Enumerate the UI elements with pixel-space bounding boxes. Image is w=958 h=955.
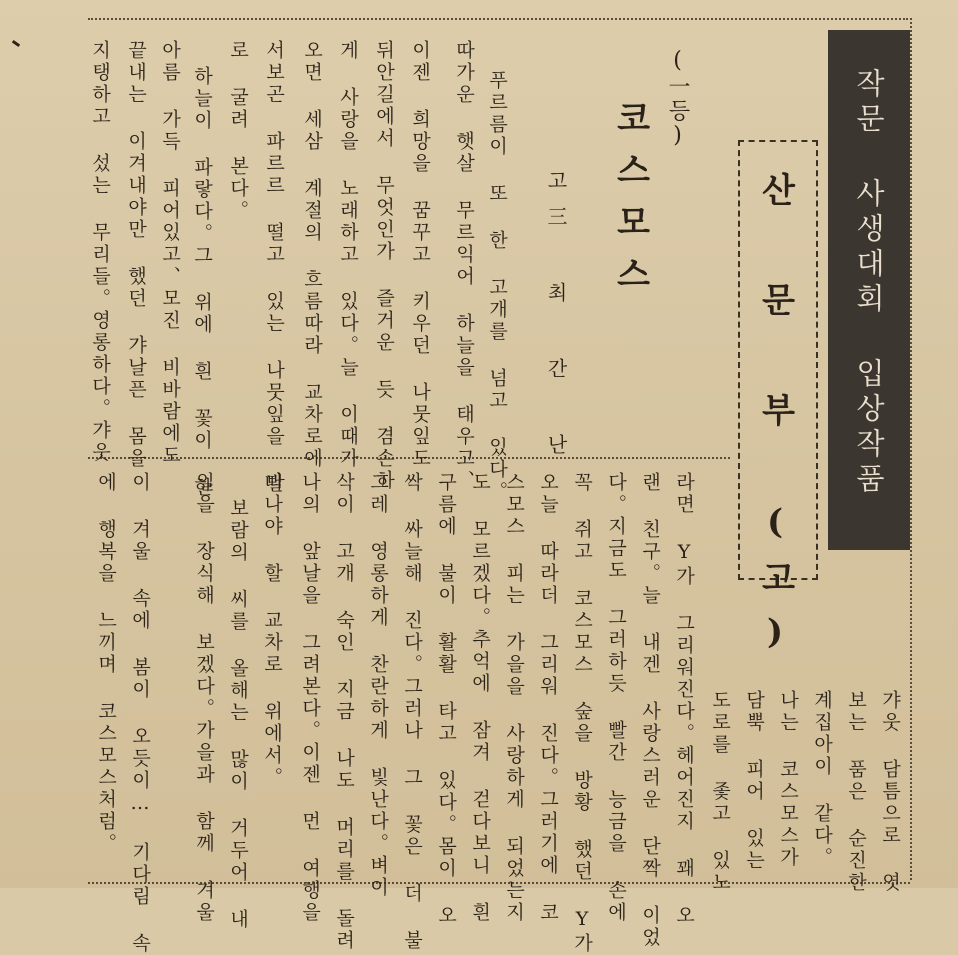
body-column: 게 사랑을 노래하고 있다。늘 이때가: [337, 40, 359, 470]
prose-section-box: [738, 140, 818, 670]
body-column: 꼭 쥐고 코스모스 숲을 방황 했던 Y가: [571, 472, 593, 955]
body-column: 그레 영롱하게 찬란하게 빛난다。벼이: [367, 472, 389, 899]
body-column: 다。지금도 그러하듯 빨간 능금을 손에: [605, 472, 627, 924]
body-column: 랜 친구。늘 내겐 사랑스러운 단짝 이었: [639, 472, 661, 949]
body-column: 보람의 씨를 올해는 많이 거두어 내: [227, 498, 249, 931]
award-rank: (一등): [665, 48, 690, 150]
body-column: 푸르름이 또 한 고개를 넘고 있다。: [486, 70, 508, 503]
body-column: 삭이 고개 숙인 지금 나도 머리를 돌려: [333, 472, 355, 952]
body-column: 일을 장식해 보겠다。가을과 함께 겨울: [193, 472, 215, 924]
body-column: 오면 세삼 계절의 흐름따라 교차로에: [301, 40, 323, 470]
body-column: 아름 가득 피어있고、모진 비바람에도: [159, 40, 181, 467]
right-border: [910, 18, 912, 880]
body-column: 나의 앞날을 그려본다。이젠 먼 여행을: [299, 472, 321, 924]
essay-title: 코스모스: [610, 100, 650, 308]
body-column: 오늘 따라더 그리워 진다。그러기에 코: [537, 472, 559, 924]
essay-author: 고三 최 간 난: [544, 170, 568, 470]
body-column: 끝내는 이겨내야만 했던 갸날픈 몸을: [125, 40, 147, 470]
body-column: 지탱하고 섰는 무리들。영롱하다。갸웃: [89, 40, 111, 464]
body-column: 구름에 불이 활활 타고 있다。몸이 오: [435, 472, 457, 927]
body-column: 담뿍 피어 있는: [743, 690, 765, 872]
banner-title: 작문 사생대회 입상작품: [852, 68, 886, 498]
body-column: 하늘이 파랗다。그 위에 흰 꽃이 한: [191, 66, 213, 499]
body-column: 도로를 좇고 있노: [709, 690, 731, 894]
body-column: 스모스 피는 가을을 사랑하게 되었는지: [503, 472, 525, 924]
body-column: 갸웃 담틈으로 엿: [879, 690, 901, 894]
body-column: 서보곤 파르르 떨고 있는 나뭇잎을 발: [263, 40, 285, 495]
body-column: 떠나야 할 교차로 위에서。: [261, 472, 283, 789]
body-column: 보는 품은 순진한: [845, 690, 867, 894]
ink-mark: [12, 40, 20, 47]
body-column: 따가운 햇살 무르익어 하늘을 태우고、: [453, 40, 475, 492]
top-border: [88, 18, 908, 20]
contest-banner: [828, 30, 910, 550]
body-column: 이젠 희망을 꿈꾸고 키우던 나뭇잎도: [409, 40, 431, 470]
section-label: 산 문 부 (고): [755, 172, 795, 670]
body-column: 나는 코스모스가: [777, 690, 799, 869]
body-column: 계집아이 같다。: [811, 690, 833, 869]
body-column: 에 행복을 느끼며 코스모스처럼。: [95, 472, 117, 855]
body-column: 라면 Y가 그리워진다。헤어진지 꽤 오: [673, 472, 695, 927]
body-column: 도 모르겠다。추억에 잠겨 걷다보니 흰: [469, 472, 491, 924]
body-column: 뒤안길에서 무엇인가 즐거운 듯 겸손하: [373, 40, 395, 492]
body-column: 이 겨울 속에 봄이 오듯이… 기다림 속: [129, 472, 151, 955]
body-column: 로 굴려 본다。: [227, 40, 249, 222]
body-column: 싹 싸늘해 진다。그러나 그 꽃은 더 불: [401, 472, 423, 952]
